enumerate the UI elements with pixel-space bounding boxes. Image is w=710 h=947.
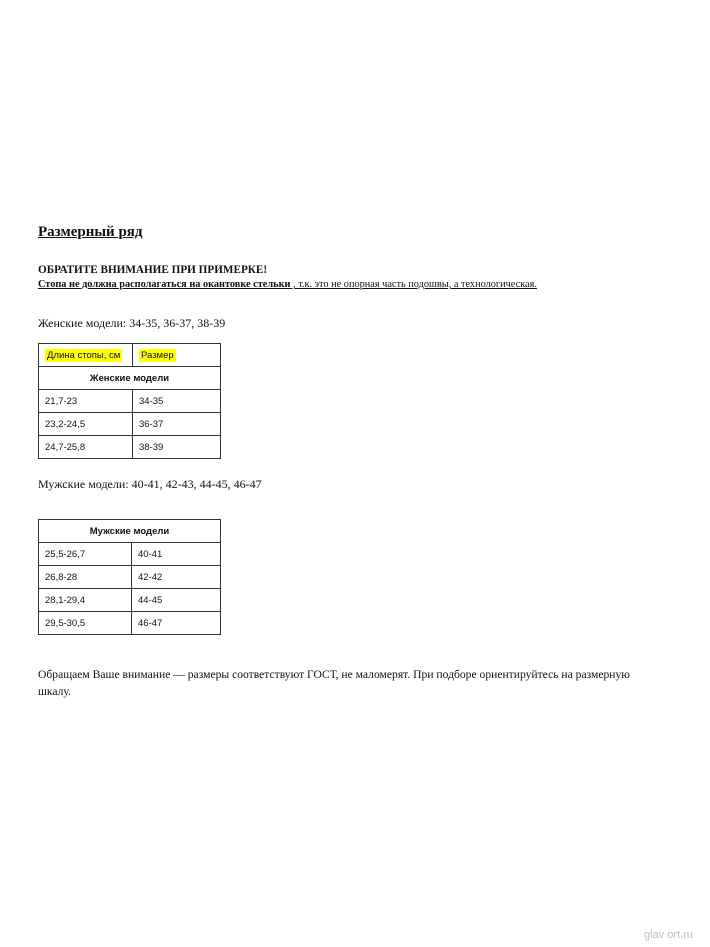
men-size-table [38, 519, 221, 635]
size-cell: 46-47 [132, 612, 221, 635]
table-row [39, 436, 221, 459]
size-header: Размер [133, 344, 221, 367]
table-header-row [39, 344, 221, 367]
fitting-warning-heading: ОБРАТИТЕ ВНИМАНИЕ ПРИ ПРИМЕРКЕ! [38, 264, 268, 276]
fitting-rule [38, 279, 537, 290]
foot-length-cell: 24,7-25,8 [39, 436, 133, 459]
foot-length-cell: 28,1-29,4 [39, 589, 132, 612]
women-group-header: Женские модели [39, 367, 221, 390]
table-group-row [39, 520, 221, 543]
table-row [39, 413, 221, 436]
size-cell: 38-39 [133, 436, 221, 459]
size-cell: 42-42 [132, 566, 221, 589]
foot-length-cell: 26,8-28 [39, 566, 132, 589]
foot-length-cell: 29,5-30,5 [39, 612, 132, 635]
watermark: glav ort.ru [644, 929, 693, 941]
women-size-table [38, 343, 221, 459]
gost-note: Обращаем Ваше внимание — размеры соответствуют ГОСТ, не маломерят. При подборе ориентируйтесь на размерную шкалу. [38, 668, 630, 698]
fitting-rule-rest: , т.к. это не опорная часть подошвы, а технологическая. [290, 279, 537, 290]
size-cell: 34-35 [133, 390, 221, 413]
size-cell: 40-41 [132, 543, 221, 566]
fitting-rule-bold: Стопа не должна располагаться на окантовке стельки [38, 279, 291, 290]
men-group-header: Мужские модели [39, 520, 221, 543]
foot-length-cell: 21,7-23 [39, 390, 133, 413]
foot-length-header: Длина стопы, см [39, 344, 133, 367]
page-title: Размерный ряд [38, 224, 143, 240]
size-cell: 36-37 [133, 413, 221, 436]
table-row [39, 390, 221, 413]
men-sizes-summary: Мужские модели: 40-41, 42-43, 44-45, 46-47 [38, 477, 262, 491]
foot-length-cell: 25,5-26,7 [39, 543, 132, 566]
women-sizes-summary: Женские модели: 34-35, 36-37, 38-39 [38, 316, 226, 330]
table-group-row [39, 367, 221, 390]
table-row [39, 566, 221, 589]
table-row [39, 589, 221, 612]
table-row [39, 612, 221, 635]
foot-length-cell: 23,2-24,5 [39, 413, 133, 436]
table-row [39, 543, 221, 566]
size-cell: 44-45 [132, 589, 221, 612]
